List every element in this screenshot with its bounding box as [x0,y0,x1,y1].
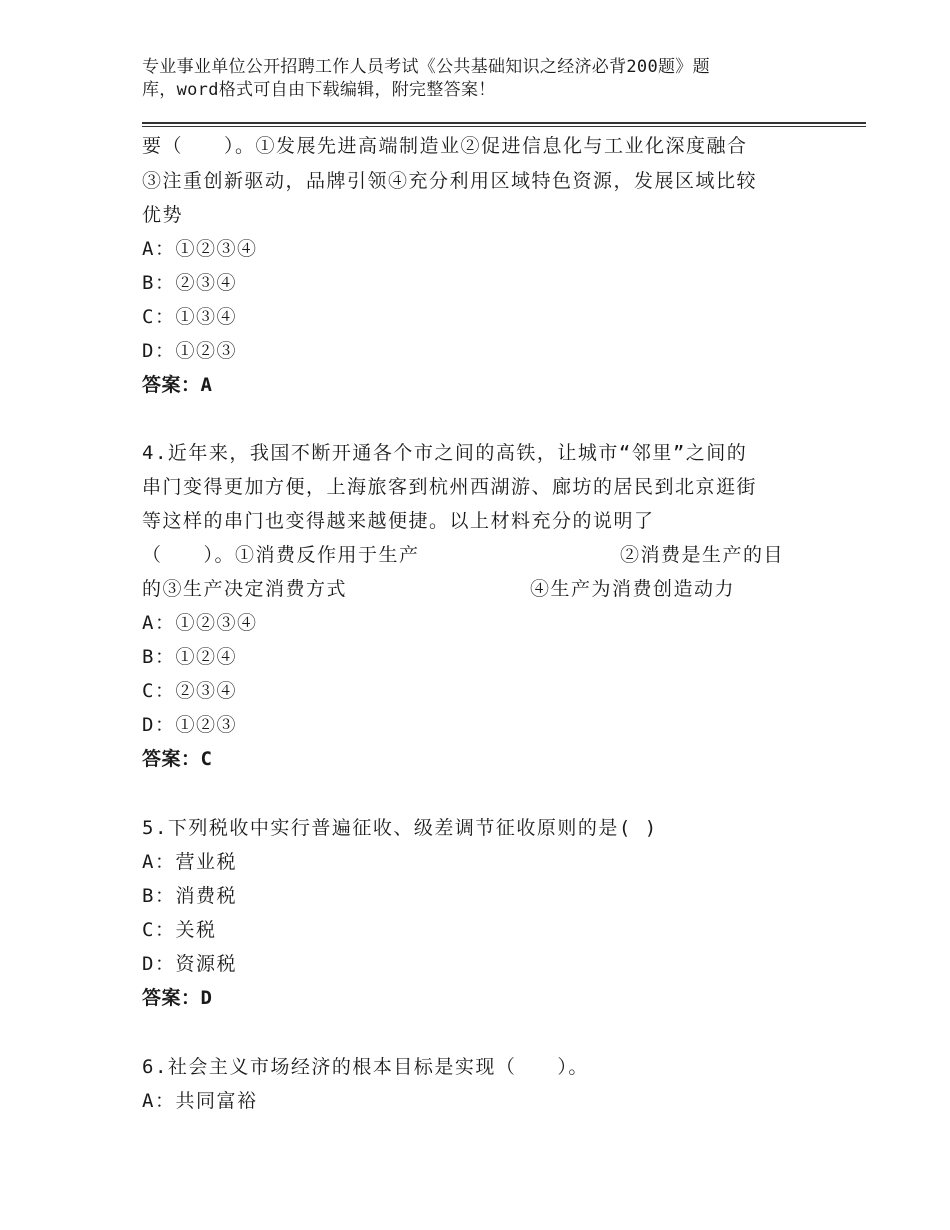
q4-stem-line-4-left: （ ）。①消费反作用于生产 [142,544,420,566]
q4-stem-line-5-left: 的③生产决定消费方式 [142,578,348,600]
q5-answer: 答案：D [142,987,213,1009]
q4-option-c: C：②③④ [142,680,237,702]
header-title-line-1: 专业事业单位公开招聘工作人员考试《公共基础知识之经济必背200题》题 [142,57,710,77]
q4-answer: 答案：C [142,748,213,770]
q4-stem-line-2: 串门变得更加方便，上海旅客到杭州西湖游、廊坊的居民到北京逛街 [142,476,758,498]
q4-option-b: B：①②④ [142,646,237,668]
q5-option-c: C：关税 [142,919,217,941]
q5-stem-line-1: 5.下列税收中实行普遍征收、级差调节征收原则的是( ) [142,817,658,839]
q3-stem-line-1: 要（ ）。①发展先进高端制造业②促进信息化与工业化深度融合 [142,135,748,157]
q3-stem-line-2: ③注重创新驱动，品牌引领④充分利用区域特色资源，发展区域比较 [142,170,758,192]
document-header [142,56,782,102]
q5-option-a: A：营业税 [142,851,237,873]
header-divider-top [142,122,866,124]
q6-stem-line-1: 6.社会主义市场经济的根本目标是实现（ ）。 [142,1056,589,1078]
header-title-line-2: 库，word格式可自由下载编辑，附完整答案！ [142,80,496,100]
q3-option-c: C：①③④ [142,306,237,328]
q3-answer: 答案：A [142,374,213,396]
q4-stem-line-1: 4.近年来，我国不断开通各个市之间的高铁，让城市“邻里”之间的 [142,442,748,464]
q4-stem-line-5-right: ④生产为消费创造动力 [530,578,736,600]
q4-stem-line-3: 等这样的串门也变得越来越便捷。以上材料充分的说明了 [142,510,655,532]
q3-stem-line-3: 优势 [142,204,184,226]
q4-option-d: D：①②③ [142,714,237,736]
q5-option-b: B：消费税 [142,885,237,907]
q3-option-a: A：①②③④ [142,238,258,260]
q3-option-d: D：①②③ [142,340,237,362]
header-divider-bottom [142,126,866,127]
q3-option-b: B：②③④ [142,272,237,294]
q4-stem-line-4-right: ②消费是生产的目 [620,544,785,566]
q4-option-a: A：①②③④ [142,612,258,634]
q5-option-d: D：资源税 [142,953,237,975]
q6-option-a: A：共同富裕 [142,1090,258,1112]
